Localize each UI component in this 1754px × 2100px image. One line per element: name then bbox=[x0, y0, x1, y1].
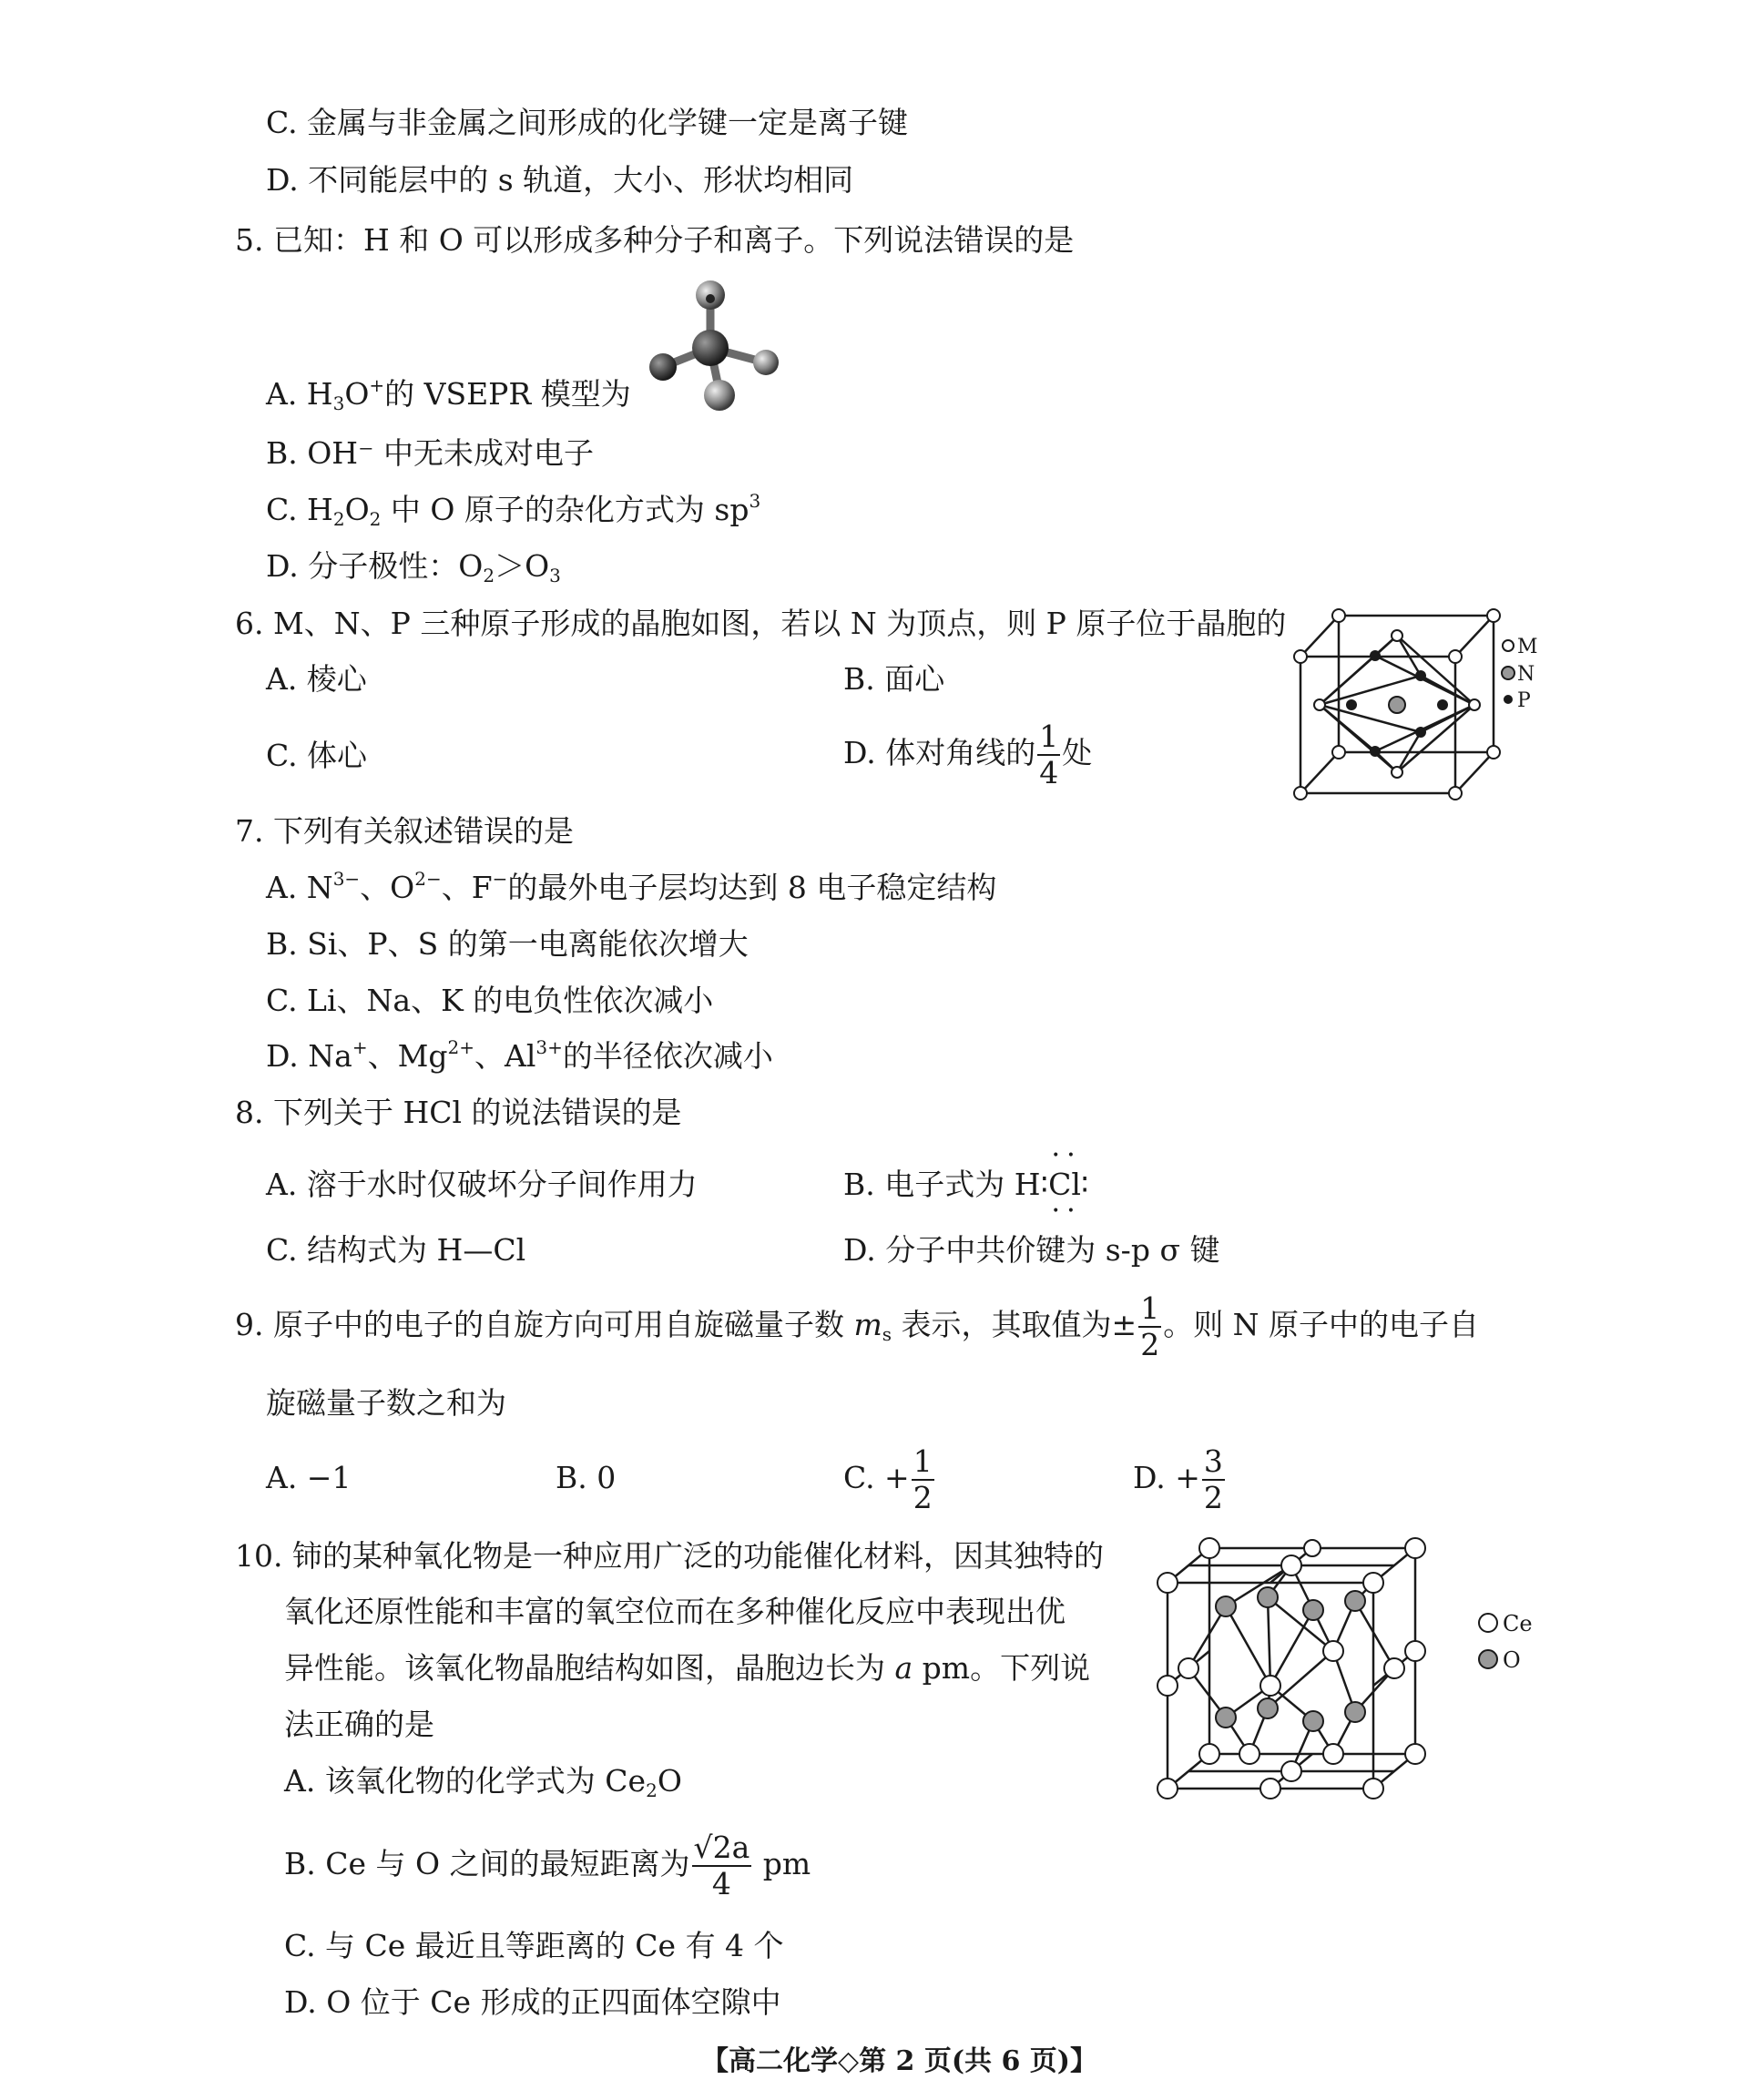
q10-option-c: C. 与 Ce 最近且等距离的 Ce 有 4 个 bbox=[284, 1928, 784, 1963]
q9-d-fraction: $\frac{3}{2}$ bbox=[1203, 1443, 1223, 1515]
q6-stem: 6. M、N、P 三种原子形成的晶胞如图，若以 N 为顶点，则 P 原子位于晶胞的 bbox=[235, 606, 1287, 641]
q5-option-d: D. 分子极性：$O_2>O_3$ bbox=[266, 548, 561, 586]
q5-option-a: A. $H_3O^+$的 VSEPR 模型为 bbox=[266, 374, 631, 414]
q6-crystal-cell-figure bbox=[1291, 605, 1546, 803]
q10-option-d: D. O 位于 Ce 形成的正四面体空隙中 bbox=[284, 1984, 781, 2020]
q4-option-d: D. 不同能层中的 s 轨道，大小、形状均相同 bbox=[266, 162, 854, 198]
electron-dot-cl: • • Cl • • bbox=[1048, 1169, 1081, 1199]
q10-stem-line1: 10. 铈的某种氧化物是一种应用广泛的功能催化材料，因其独特的 bbox=[235, 1538, 1104, 1574]
q10-option-b: B. Ce 与 O 之间的最短距离为 $\frac{√2a}{4}$ pm bbox=[284, 1830, 811, 1901]
h3o-model-figure bbox=[637, 279, 783, 413]
q7-option-c: C. Li、Na、K 的电负性依次减小 bbox=[266, 983, 714, 1018]
q6-option-a: A. 棱心 bbox=[266, 661, 367, 697]
q6-fraction: $\frac{1}{4}$ bbox=[1039, 719, 1059, 790]
q6-legend-m: M bbox=[1517, 636, 1538, 658]
q7-stem: 7. 下列有关叙述错误的是 bbox=[235, 813, 574, 849]
q10-legend-ce: Ce bbox=[1503, 1611, 1533, 1636]
q10-stem-line2: 氧化还原性能和丰富的氧空位而在多种催化反应中表现出优 bbox=[284, 1594, 1066, 1629]
q10-legend-o: O bbox=[1503, 1647, 1521, 1673]
q9-stem-line2: 旋磁量子数之和为 bbox=[266, 1385, 506, 1421]
q6-legend-p: P bbox=[1517, 689, 1531, 712]
q9-option-d: D. + $\frac{3}{2}$ bbox=[1133, 1443, 1223, 1515]
q8-option-d: D. 分子中共价键为 s-p σ 键 bbox=[843, 1232, 1220, 1268]
q4-option-c: C. 金属与非金属之间形成的化学键一定是离子键 bbox=[266, 105, 909, 140]
q5-option-b: B. OH⁻ 中无未成对电子 bbox=[266, 435, 594, 471]
q10-b-fraction: $\frac{√2a}{4}$ bbox=[693, 1830, 750, 1901]
q7-option-a: A. $N^{3-}$、$O^{2-}$、F−的最外电子层均达到 8 电子稳定结构 bbox=[266, 868, 997, 905]
q8-stem: 8. 下列关于 HCl 的说法错误的是 bbox=[235, 1095, 682, 1130]
q7-option-b: B. Si、P、S 的第一电离能依次增大 bbox=[266, 926, 749, 962]
q10-stem-line3: 异性能。该氧化物晶胞结构如图，晶胞边长为 a pm。下列说 bbox=[284, 1650, 1091, 1686]
q6-option-c: C. 体心 bbox=[266, 738, 368, 773]
q9-c-fraction: $\frac{1}{2}$ bbox=[913, 1443, 933, 1515]
q5-option-c: C. $H_2O_2$ 中 O 原子的杂化方式为 $sp^3$ bbox=[266, 490, 761, 530]
q10-stem-line4: 法正确的是 bbox=[284, 1707, 434, 1742]
page-footer: 【高二化学◇第 2 页(共 6 页)】 bbox=[701, 2045, 1097, 2077]
q8-option-a: A. 溶于水时仅破坏分子间作用力 bbox=[266, 1167, 698, 1202]
q6-option-b: B. 面心 bbox=[843, 661, 945, 697]
q6-option-d: D. 体对角线的 $\frac{1}{4}$ 处 bbox=[843, 719, 1093, 790]
q10-option-a: A. 该氧化物的化学式为 $Ce_2O$ bbox=[284, 1763, 682, 1801]
q5-stem: 5. 已知：H 和 O 可以形成多种分子和离子。下列说法错误的是 bbox=[235, 222, 1075, 258]
q9-option-a: A. −1 bbox=[266, 1460, 352, 1495]
q8-option-b: B. 电子式为 H∶• • Cl • •∶ bbox=[843, 1169, 1089, 1199]
q6-legend-n: N bbox=[1517, 663, 1535, 686]
q9-stem-fraction: $\frac{1}{2}$ bbox=[1140, 1290, 1160, 1362]
q9-stem: 9. 原子中的电子的自旋方向可用自旋磁量子数 $m_s$ 表示，其取值为± $\frac{1}{2}$ 。则 N 原子中的电子自 bbox=[235, 1290, 1480, 1362]
q10-crystal-cell-figure bbox=[1155, 1535, 1555, 1799]
q8-option-c: C. 结构式为 H—Cl bbox=[266, 1232, 526, 1268]
q9-option-b: B. 0 bbox=[556, 1460, 617, 1495]
q7-option-d: D. Na+、$Mg^{2+}$、$Al^{3+}$的半径依次减小 bbox=[266, 1036, 773, 1074]
q9-option-c: C. + $\frac{1}{2}$ bbox=[843, 1443, 933, 1515]
